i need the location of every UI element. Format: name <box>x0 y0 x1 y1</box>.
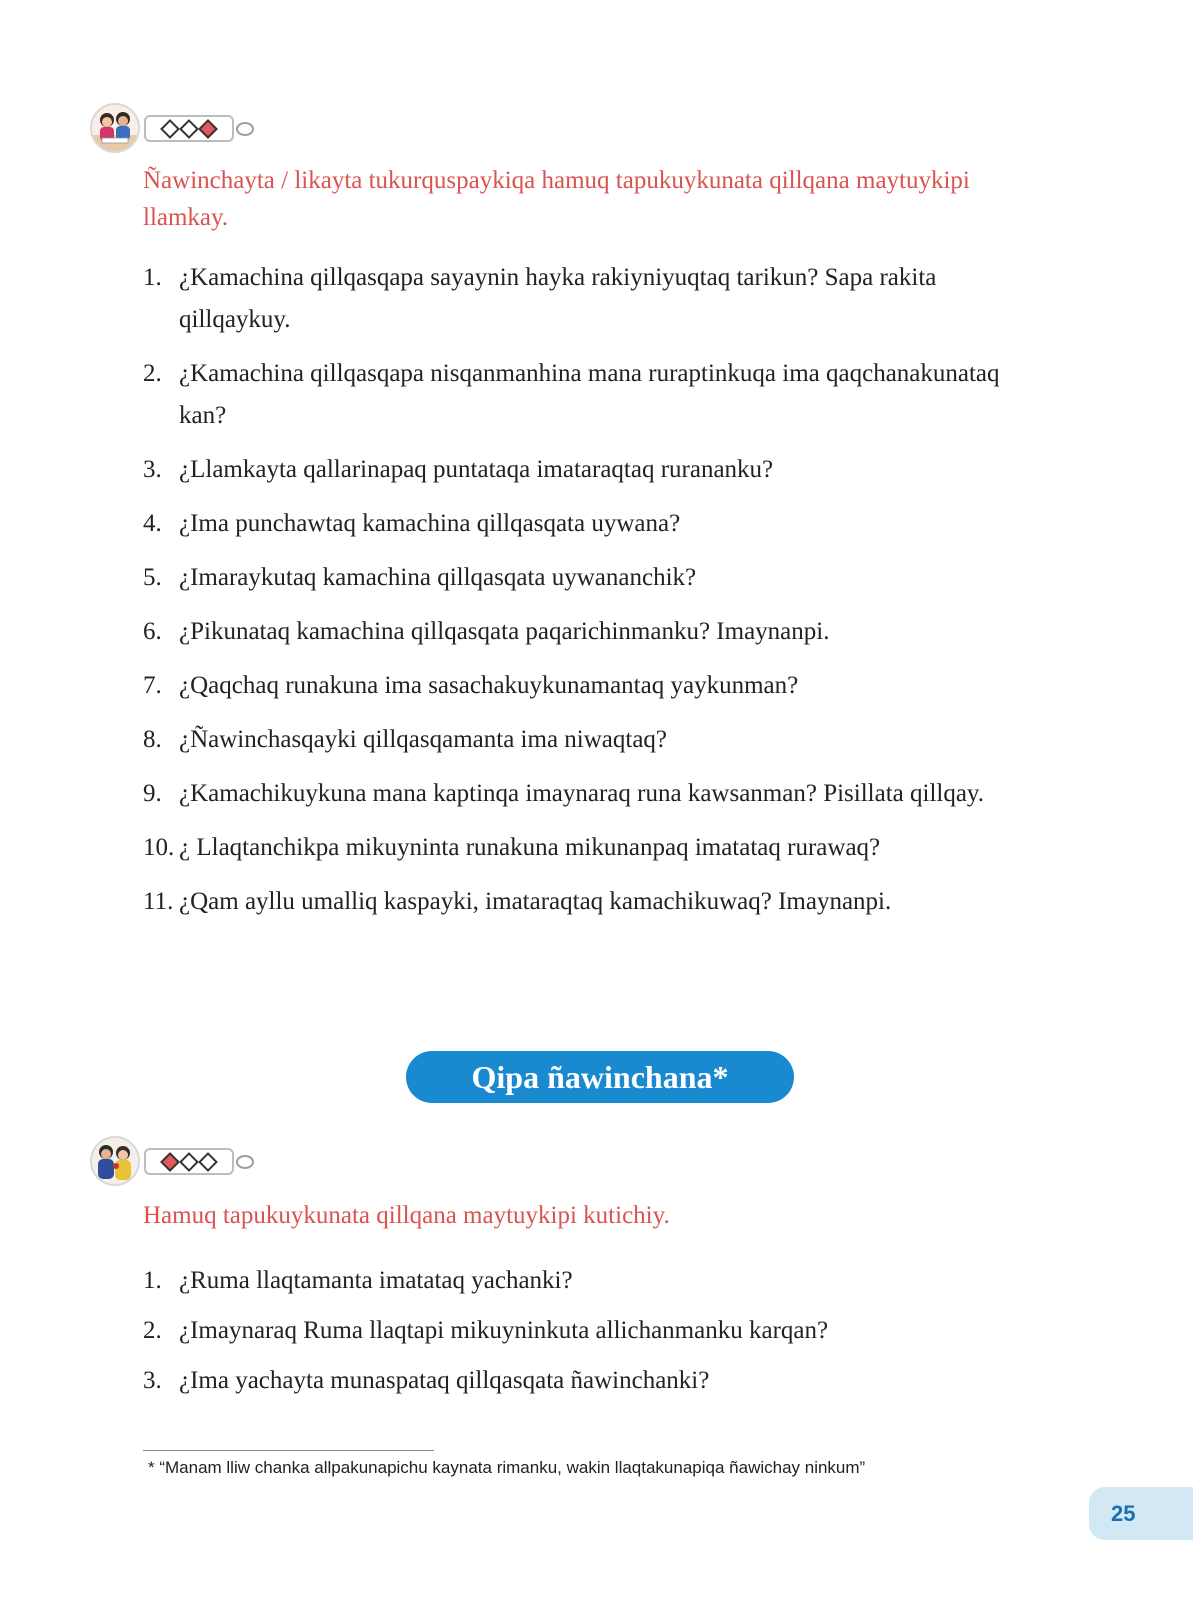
question-text: ¿Imaynaraq Ruma llaqtapi mikuyninkuta allichanmanku karqan? <box>179 1317 829 1344</box>
question-item: 11. ¿Qam ayllu umalliq kaspayki, imataraqtaq kamachikuwaq? Imaynanpi. <box>143 888 892 915</box>
question-text: ¿Imaraykutaq kamachina qillqasqata uywananchik? <box>179 564 697 591</box>
question-item: 10. ¿ Llaqtanchikpa mikuyninta runakuna mikunanpaq imatataq rurawaq? <box>143 834 881 861</box>
activity-1-questions <box>143 257 1043 923</box>
difficulty-tag <box>144 1148 234 1175</box>
question-item: 6. ¿Pikunataq kamachina qillqasqata paqarichinmanku? Imaynanpi. <box>143 618 830 645</box>
question-text: ¿Qam ayllu umalliq kaspayki, imataraqtaq kamachikuwaq? Imaynanpi. <box>179 888 892 915</box>
tag-string-icon <box>236 1155 254 1169</box>
question-item: 2. ¿Kamachina qillqasqapa nisqanmanhina mana ruraptinkuqa ima qaqchanakunataq kan? <box>143 360 1000 429</box>
activity-2-instruction: Hamuq tapukuykunata qillqana maytuykipi kutichiy. <box>143 1202 670 1229</box>
question-text: ¿Kamachina qillqasqapa nisqanmanhina mana ruraptinkuqa ima qaqchanakunataq kan? <box>179 360 1000 429</box>
question-item: 5. ¿Imaraykutaq kamachina qillqasqata uywananchik? <box>143 564 697 591</box>
question-item: 1. ¿Ruma llaqtamanta imatataq yachanki? <box>143 1267 573 1294</box>
question-item: 4. ¿Ima punchawtaq kamachina qillqasqata uywana? <box>143 510 681 537</box>
footnote: * “Manam lliw chanka allpakunapichu kaynata rimanku, wakin llaqtakunapiqa ñawichay ninkum” <box>148 1458 866 1477</box>
question-text: ¿Ima yachayta munaspataq qillqasqata ñawinchanki? <box>179 1367 710 1394</box>
difficulty-tag <box>144 115 234 142</box>
page-number: 25 <box>1089 1487 1193 1540</box>
activity-header-1 <box>90 103 270 153</box>
question-item: 2. ¿Imaynaraq Ruma llaqtapi mikuyninkuta allichanmanku karqan? <box>143 1317 829 1344</box>
question-text: ¿Qaqchaq runakuna ima sasachakuykunamantaq yaykunman? <box>179 672 799 699</box>
question-text: ¿Ima punchawtaq kamachina qillqasqata uywana? <box>179 510 681 537</box>
activity-2-questions <box>143 1260 1043 1402</box>
question-text: ¿Llamkayta qallarinapaq puntataqa imataraqtaq rurananku? <box>179 456 774 483</box>
level-diamond-icon <box>198 1152 218 1172</box>
level-diamond-icon <box>179 119 199 139</box>
students-reading-icon <box>90 103 140 153</box>
question-item: 3. ¿Llamkayta qallarinapaq puntataqa imataraqtaq rurananku? <box>143 456 774 483</box>
question-text: ¿Ñawinchasqayki qillqasqamanta ima niwaqtaq? <box>179 726 668 753</box>
question-item: 1. ¿Kamachina qillqasqapa sayaynin hayka rakiyniyuqtaq tarikun? Sapa rakita qillqaykuy. <box>143 264 937 333</box>
question-text: ¿Pikunataq kamachina qillqasqata paqarichinmanku? Imaynanpi. <box>179 618 830 645</box>
level-diamond-filled-icon <box>160 1152 180 1172</box>
footnote-divider <box>143 1450 434 1451</box>
section-title: Qipa ñawinchana* <box>406 1051 794 1103</box>
question-text: ¿Kamachikuykuna mana kaptinqa imaynaraq runa kawsanman? Pisillata qillqay. <box>179 780 985 807</box>
students-talking-icon <box>90 1136 140 1186</box>
activity-header-2 <box>90 1136 270 1186</box>
question-text: ¿Kamachina qillqasqapa sayaynin hayka rakiyniyuqtaq tarikun? Sapa rakita qillqaykuy. <box>179 264 937 333</box>
question-text: ¿Ruma llaqtamanta imatataq yachanki? <box>179 1267 573 1294</box>
level-diamond-filled-icon <box>198 119 218 139</box>
tag-string-icon <box>236 122 254 136</box>
level-diamond-icon <box>179 1152 199 1172</box>
question-text: ¿ Llaqtanchikpa mikuyninta runakuna mikunanpaq imatataq rurawaq? <box>179 834 881 861</box>
question-item: 8. ¿Ñawinchasqayki qillqasqamanta ima niwaqtaq? <box>143 726 668 753</box>
question-item: 9. ¿Kamachikuykuna mana kaptinqa imaynaraq runa kawsanman? Pisillata qillqay. <box>143 780 985 807</box>
question-item: 3. ¿Ima yachayta munaspataq qillqasqata ñawinchanki? <box>143 1367 710 1394</box>
question-item: 7. ¿Qaqchaq runakuna ima sasachakuykunamantaq yaykunman? <box>143 672 799 699</box>
level-diamond-icon <box>160 119 180 139</box>
activity-1-instruction: Ñawinchayta / likayta tukurquspaykiqa hamuq tapukuykunata qillqana maytuykipi llamkay. <box>143 167 970 231</box>
